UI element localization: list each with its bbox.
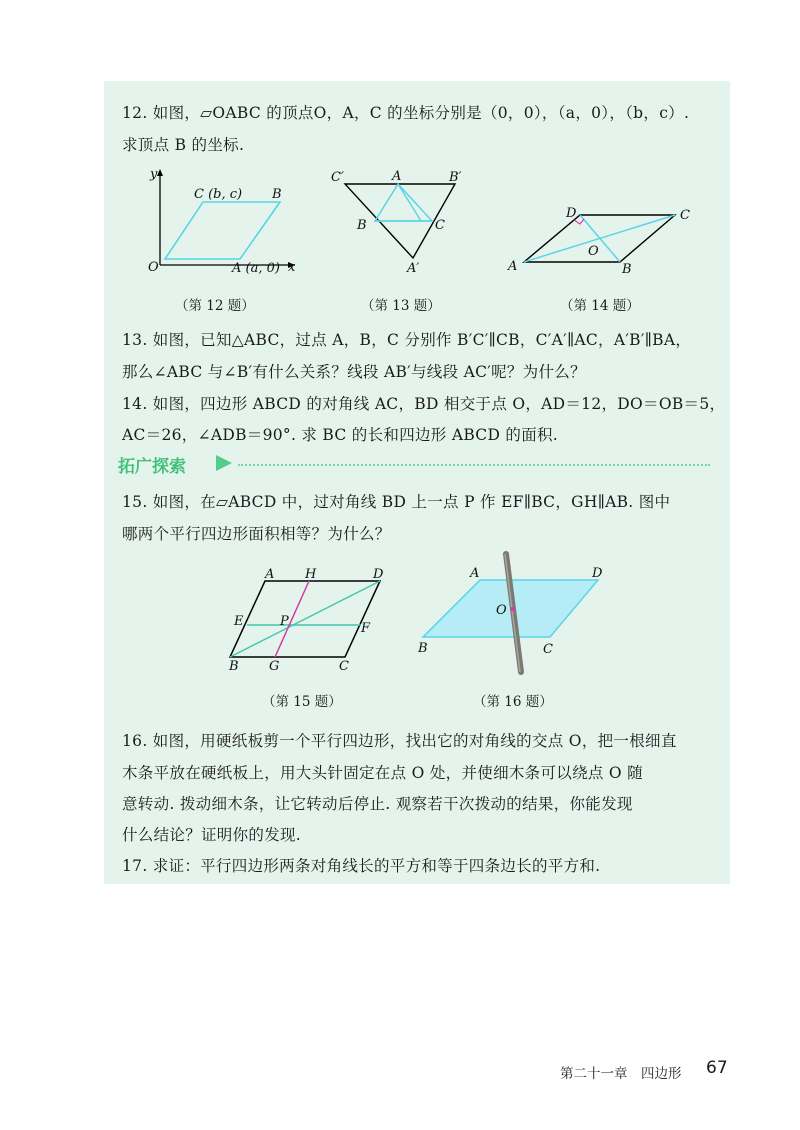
problem-16-line-3: 意转动. 拨动细木条，让它转动后停止. 观察若干次拨动的结果，你能发现: [122, 795, 633, 813]
fig15-label-b: B: [229, 659, 239, 674]
fig12-label-o: O: [148, 260, 159, 275]
fig15-label-e: E: [234, 614, 244, 629]
fig13-label-aprime: A′: [407, 261, 420, 276]
fig14-label-b: B: [622, 262, 632, 277]
fig14-label-c: C: [680, 208, 690, 223]
fig13-label-b: B: [357, 218, 367, 233]
fig15-label-c: C: [339, 659, 349, 674]
fig12-label-a: A (a, 0): [232, 261, 280, 276]
fig13-label-cprime: C′: [331, 170, 344, 185]
fig16-label-o: O: [496, 603, 507, 618]
fig16-label-c: C: [543, 642, 553, 657]
fig12-label-y: y: [150, 167, 158, 182]
chapter-footer: 第二十一章 四边形: [560, 1066, 682, 1082]
problem-16-line-2: 木条平放在硬纸板上，用大头针固定在点 O 处，并使细木条可以绕点 O 随: [122, 764, 643, 782]
problem-12-line-2: 求顶点 B 的坐标.: [122, 136, 245, 154]
figure-12: [140, 165, 300, 285]
fig15-label-h: H: [305, 567, 317, 582]
fig15-label-d: D: [373, 567, 384, 582]
caption-14: （第 14 题）: [560, 298, 640, 314]
fig15-label-g: G: [269, 659, 280, 674]
figure-16: [410, 552, 610, 682]
fig16-label-b: B: [418, 641, 428, 656]
fig13-label-bprime: B′: [449, 170, 462, 185]
problem-15-line-1: 15. 如图，在▱ABCD 中，过对角线 BD 上一点 P 作 EF∥BC，GH∥AB. 图中: [122, 493, 671, 511]
problem-14-line-2: AC＝26，∠ADB＝90°. 求 BC 的长和四边形 ABCD 的面积.: [122, 426, 559, 444]
problem-16-line-1: 16. 如图，用硬纸板剪一个平行四边形，找出它的对角线的交点 O，把一根细直: [122, 732, 677, 750]
fig15-label-f: F: [361, 621, 371, 636]
fig12-label-c: C (b, c): [194, 187, 243, 202]
problem-16-line-4: 什么结论？证明你的发现.: [122, 826, 302, 844]
problem-12-line-1: 12. 如图，▱OABC 的顶点O，A，C 的坐标分别是（0，0），（a，0），（b，c）.: [122, 104, 690, 122]
figure-14: [500, 200, 700, 280]
problem-13-line-1: 13. 如图，已知△ABC，过点 A，B，C 分别作 B′C′∥CB，C′A′∥AC，A′B′∥BA，: [122, 331, 692, 349]
figure-15: [225, 565, 405, 675]
fig14-label-o: O: [588, 244, 599, 259]
problem-17-line-1: 17. 求证：平行四边形两条对角线长的平方和等于四条边长的平方和.: [122, 857, 601, 875]
fig12-label-b: B: [272, 187, 282, 202]
caption-15: （第 15 题）: [262, 694, 342, 710]
fig14-label-a: A: [508, 259, 518, 274]
problem-15-line-2: 哪两个平行四边形面积相等？为什么？: [122, 525, 391, 543]
fig14-label-d: D: [566, 206, 577, 221]
caption-12: （第 12 题）: [175, 298, 255, 314]
problem-14-line-1: 14. 如图，四边形 ABCD 的对角线 AC，BD 相交于点 O，AD＝12，DO＝OB＝5，: [122, 395, 726, 413]
section-divider: [238, 464, 710, 466]
fig13-label-a: A: [392, 169, 402, 184]
caption-13: （第 13 题）: [361, 298, 441, 314]
fig16-label-a: A: [470, 566, 480, 581]
fig12-label-x: x: [288, 260, 296, 275]
section-title: 拓广探索: [118, 457, 186, 477]
section-arrow-icon: [216, 455, 232, 471]
problem-13-line-2: 那么∠ABC 与∠B′有什么关系？线段 AB′与线段 AC′呢？为什么？: [122, 363, 586, 381]
fig15-label-a: A: [265, 567, 275, 582]
caption-16: （第 16 题）: [473, 694, 553, 710]
figure-13: [325, 165, 485, 285]
fig13-label-c: C: [435, 218, 445, 233]
fig16-label-d: D: [592, 566, 603, 581]
fig15-label-p: P: [280, 614, 289, 629]
page-number: 67: [706, 1058, 728, 1078]
